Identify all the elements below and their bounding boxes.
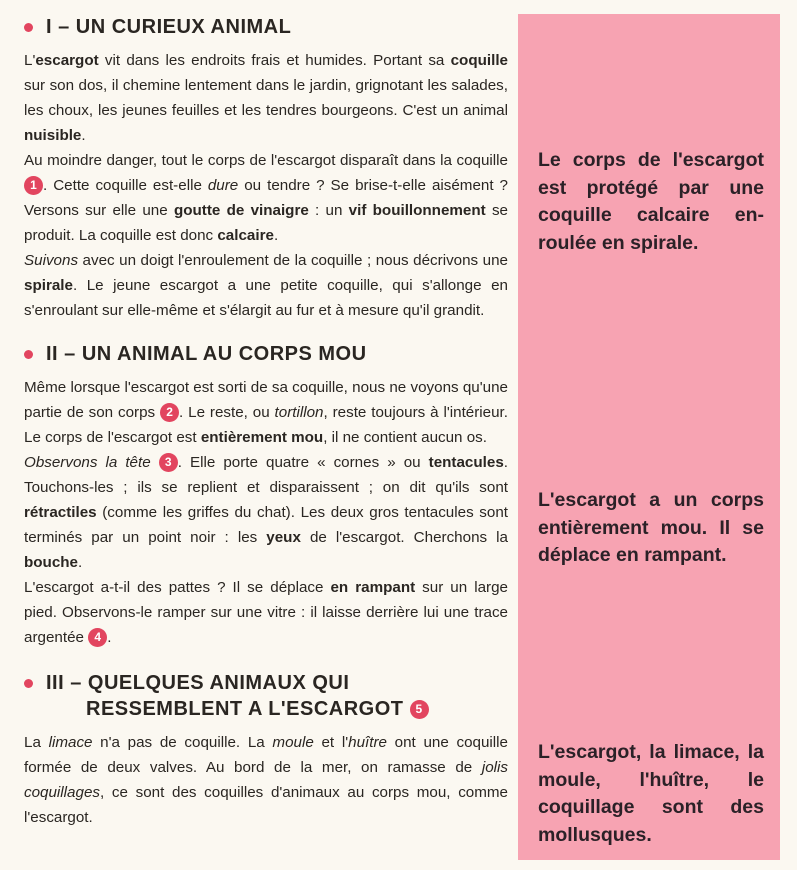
bullet-icon bbox=[24, 23, 33, 32]
section-1-title-text: I – UN CURIEUX ANIMAL bbox=[46, 16, 292, 38]
figure-ref-badge: 2 bbox=[160, 403, 179, 422]
section-2-title bbox=[24, 341, 508, 367]
section-2-paragraph-2: Observons la tête 3 . Elle porte quatre « cornes » ou tentacules. Touchons-les ; ils se replient et disparaissent ; on dit qu'ils sont rétractiles (comme les griffes du chat). Les deux gros tentacules sont terminés par un point noir : les yeux de l'escargot. Cherchons la bouche. bbox=[24, 454, 508, 571]
section-2 bbox=[24, 341, 508, 650]
section-3-title-line-2: RESSEMBLENT A L'ESCARGOT bbox=[86, 698, 404, 720]
section-3 bbox=[24, 670, 508, 830]
section-1-paragraph-1: L'escargot vit dans les endroits frais et humides. Portant sa coquille sur son dos, il chemine lentement dans le jardin, grignotant les salades, les choux, les jeunes feuilles et les tendres bourgeons. C'est un animal nuisible. bbox=[24, 52, 508, 144]
lesson-column bbox=[24, 14, 508, 830]
bullet-icon bbox=[24, 679, 33, 688]
section-1-paragraph-2: Au moindre danger, tout le corps de l'escargot disparaît dans la coquille 1 . Cette coquille est-elle dure ou tendre ? Se brise-t-elle aisément ? Versons sur elle une goutte de vinaigre : un vif bouillonnement se produit. La coquille est donc calcaire. bbox=[24, 152, 508, 244]
figure-ref-badge: 1 bbox=[24, 176, 43, 195]
summary-sidebar bbox=[518, 14, 780, 860]
section-3-title-line-1: III – QUELQUES ANIMAUX QUI bbox=[46, 672, 350, 694]
figure-ref-badge: 4 bbox=[88, 628, 107, 647]
section-1-paragraph-3: Suivons avec un doigt l'enroulement de la coquille ; nous décrivons une spirale. Le jeune escargot a une petite coquille, qui s'allonge en s'enroulant sur elle-même et s'élargit au fur et à mesure qu'il grandit. bbox=[24, 252, 508, 319]
summary-1: Le corps de l'escargot est protégé par une coquille calcaire en-roulée en spirale. bbox=[538, 149, 764, 254]
section-1 bbox=[24, 14, 508, 323]
section-3-title bbox=[24, 670, 508, 722]
section-1-title bbox=[24, 14, 508, 40]
section-2-paragraph-3: L'escargot a-t-il des pattes ? Il se déplace en rampant sur un large pied. Observons-le ramper sur une vitre : il laisse derrière lui une trace argentée 4 . bbox=[24, 579, 508, 646]
bullet-icon bbox=[24, 350, 33, 359]
section-2-title-text: II – UN ANIMAL AU CORPS MOU bbox=[46, 343, 367, 365]
section-2-paragraph-1: Même lorsque l'escargot est sorti de sa coquille, nous ne voyons qu'une partie de son corps 2 . Le reste, ou tortillon, reste toujours à l'intérieur. Le corps de l'escargot est entièrement mou, il ne contient aucun os. bbox=[24, 379, 508, 446]
summary-3: L'escargot, la limace, la moule, l'huître, le coquillage sont des mollusques. bbox=[538, 741, 764, 846]
figure-ref-badge: 3 bbox=[159, 453, 178, 472]
summary-2: L'escargot a un corps entièrement mou. Il se déplace en rampant. bbox=[538, 489, 764, 566]
figure-ref-badge: 5 bbox=[410, 700, 429, 719]
section-3-paragraph-1: La limace n'a pas de coquille. La moule et l'huître ont une coquille formée de deux valves. Au bord de la mer, on ramasse de jolis coquillages, ce sont des coquilles d'animaux au corps mou, comme l'escargot. bbox=[24, 734, 508, 826]
